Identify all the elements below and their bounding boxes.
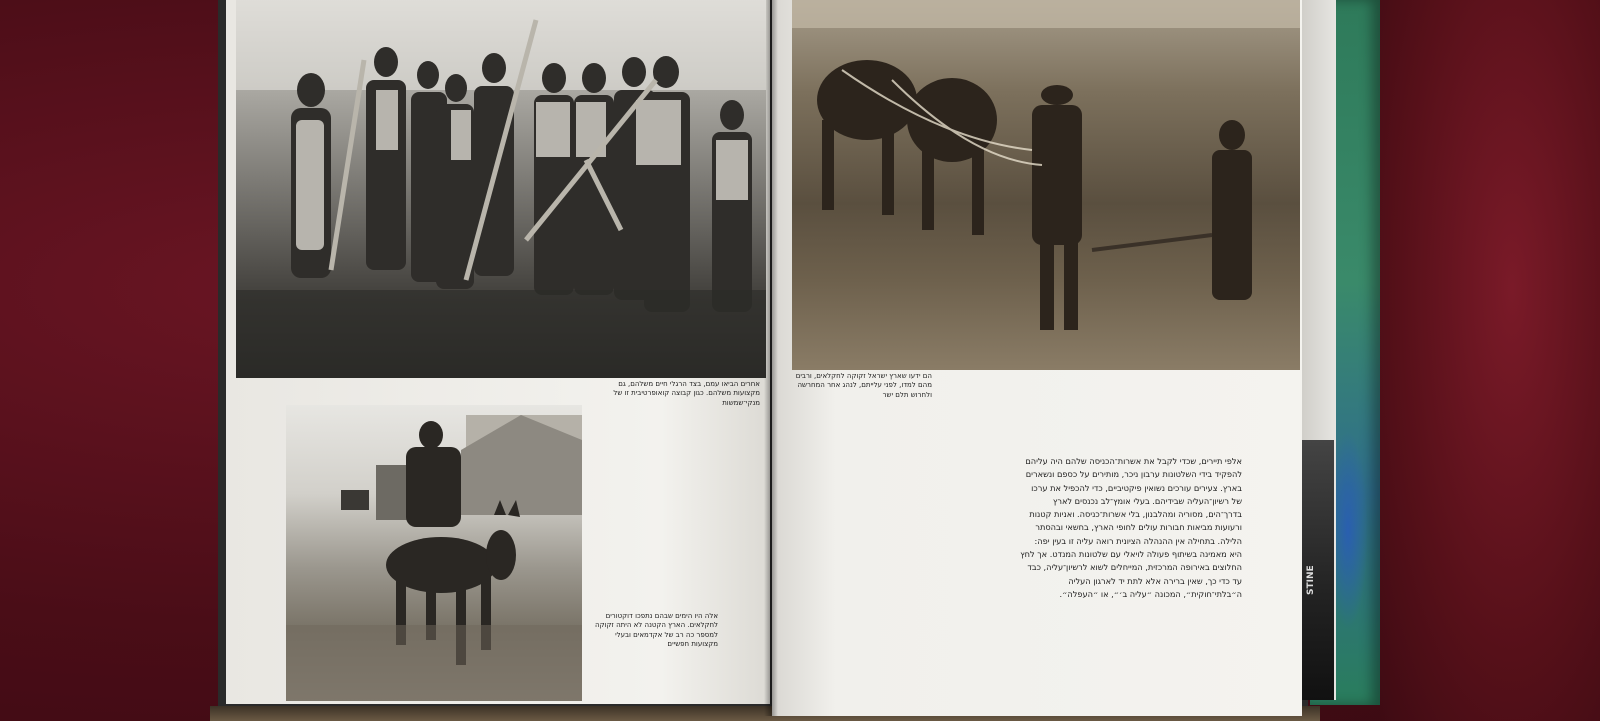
under-page-edge: [1300, 0, 1336, 700]
under-page-strip-text: STINE: [1306, 565, 1316, 595]
photo-man-on-donkey: [286, 405, 582, 701]
body-text-paragraph: אלפי תיירים, שכדי לקבל את אשרות־הכניסה שלהם היה עליהם להפקיד בידי השלטונות ערבון ניכר, מותירים על כספם ונשארים בארץ. צעירים עורכים נשואין פיקטיביים, כדי להכפיל את ערכו של רשיון־העליה שבידיהם. בעלי אומץ־לב נכנסים לארץ בדרך־הים, מסוריה ומהלבנון, בלי אשרות־כניסה. ואניות קטנות ורעועות מביאות חבורות עולים לחופי הארץ, בחשאי ובהסתר הלילה. בתחילה אין ההנהלה הציונית רואה עליה זו בעין יפה: היא מאמינה בשיתוף פעולה לויאלי עם שלטונות המנדט. אך לחץ החלוצים באירופה המרכזית, המייחלים לשוא לרשיון־עליה, כבד עד כדי כך, שאין ברירה אלא לתת יד לארגון העליה ה״בלתי־חוקית״, המכונה ״עליה ב׳״, או ״העפלה״.: [1020, 456, 1242, 599]
photo-donkey-drawing: [286, 405, 582, 701]
caption-donkey-photo: אלה היו הימים שבהם נתפכו דוקטורים לחקלאים. הארץ הקטנה לא היתה זקוקה למספר כה רב של אקדמאים ובעלי מקצועות חפשיים: [595, 612, 718, 649]
photo-group-with-ladders: [236, 0, 766, 378]
background-fabric-right: [1380, 0, 1600, 721]
photo-ploughing-field: [792, 0, 1300, 370]
photo-group-drawing: [236, 0, 766, 378]
photo-plough-drawing: [792, 0, 1300, 370]
book-gutter: [764, 0, 778, 716]
caption-group-photo: אחרים הביאו עמם, בצד הרגלי חיים משלהם, גם מקצועות משלהם. כגון קבוצה קואופרטיבית זו של מנקי־שמשות: [613, 380, 760, 407]
caption-plough-photo: הם ידעו שארץ ישראל זקוקה לחקלאים, ורבים מהם למדו, לפני עלייתם, לנהג אחר המחרשה ולחרוש תלם ישר: [795, 372, 932, 399]
